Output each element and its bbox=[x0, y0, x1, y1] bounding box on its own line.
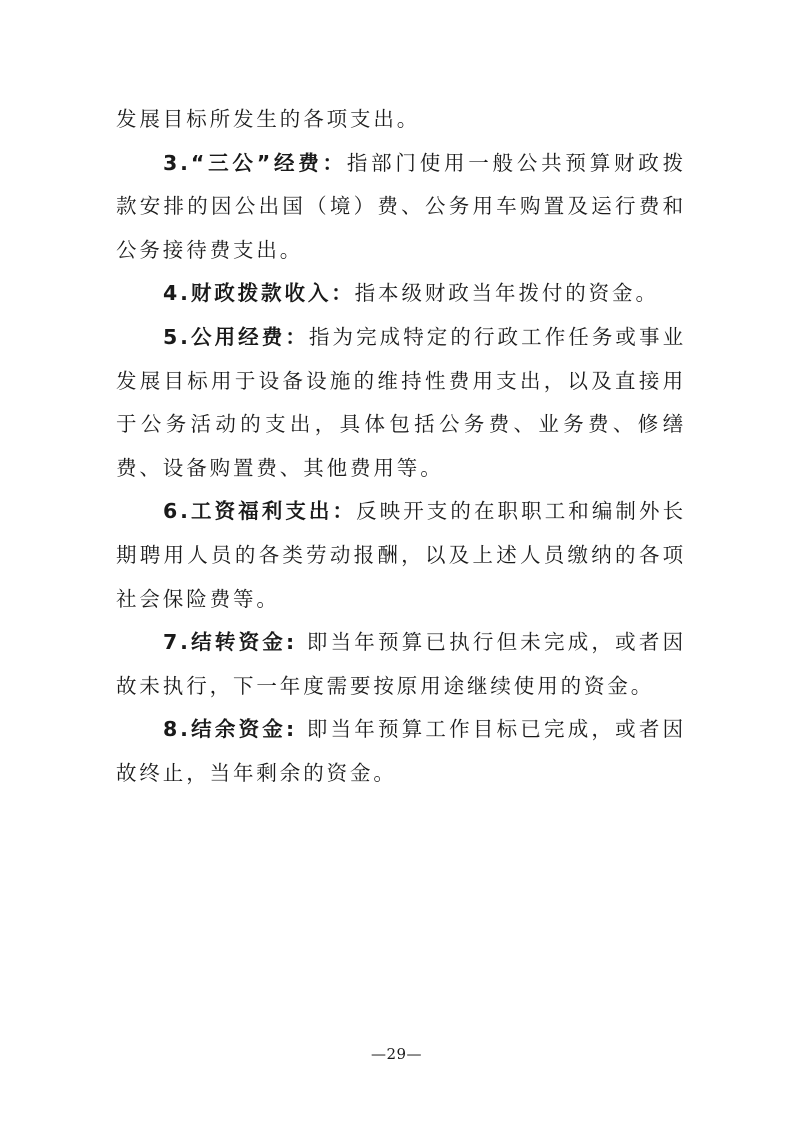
page-number: —29— bbox=[370, 1045, 423, 1063]
term-label: 4.财政拨款收入： bbox=[163, 281, 355, 306]
term-definition: 即当年预算工作目标已完成，或者因故终止，当年剩余的资金。 bbox=[116, 717, 686, 785]
paragraph-wage-welfare-expenditure bbox=[116, 490, 686, 621]
term-label: 8.结余资金: bbox=[163, 717, 298, 742]
paragraph-carryover-funds bbox=[116, 621, 686, 708]
term-label: 5.公用经费： bbox=[163, 324, 309, 349]
paragraph-continuation bbox=[116, 98, 686, 142]
document-body bbox=[116, 98, 686, 796]
paragraph-surplus-funds bbox=[116, 708, 686, 795]
term-definition: 即当年预算已执行但未完成，或者因故未执行，下一年度需要按原用途继续使用的资金。 bbox=[116, 630, 686, 698]
paragraph-public-expenses bbox=[116, 316, 686, 490]
paragraph-three-public-expenses bbox=[116, 142, 686, 273]
paragraph-fiscal-appropriation-income bbox=[116, 272, 686, 316]
term-label: 3.“三公”经费： bbox=[163, 150, 347, 175]
term-definition: 指部门使用一般公共预算财政拨款安排的因公出国（境）费、公务用车购置及运行费和公务接待费支出。 bbox=[116, 150, 686, 262]
term-definition: 指本级财政当年拨付的资金。 bbox=[354, 281, 659, 306]
term-label: 7.结转资金: bbox=[163, 630, 298, 655]
term-label: 6.工资福利支出： bbox=[163, 499, 357, 524]
paragraph-text: 发展目标所发生的各项支出。 bbox=[116, 107, 421, 131]
term-definition: 反映开支的在职职工和编制外长期聘用人员的各类劳动报酬，以及上述人员缴纳的各项社会保险费等。 bbox=[116, 499, 686, 611]
term-definition: 指为完成特定的行政工作任务或事业发展目标用于设备设施的维持性费用支出，以及直接用于公务活动的支出，具体包括公务费、业务费、修缮费、设备购置费、其他费用等。 bbox=[116, 324, 686, 480]
